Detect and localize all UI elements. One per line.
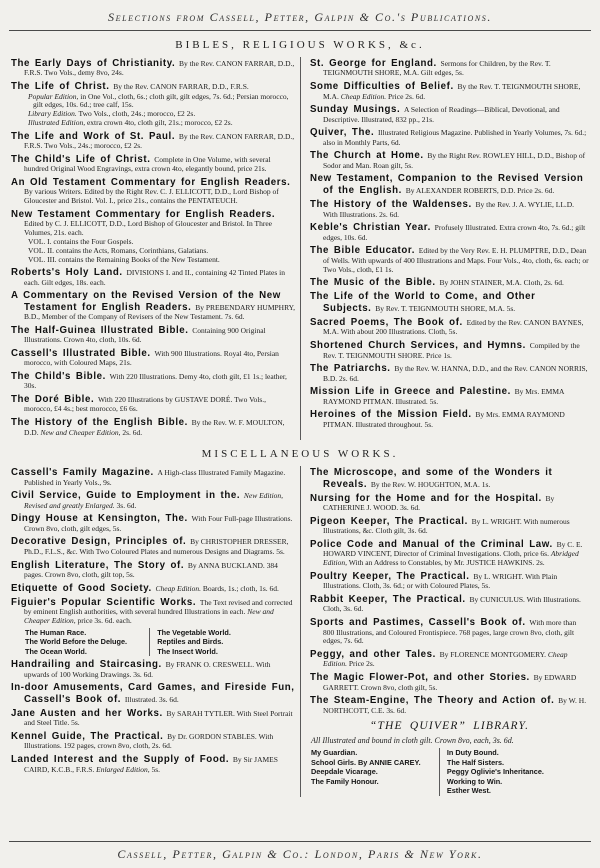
book-title: Etiquette of Good Society.	[11, 582, 152, 594]
book-entry	[11, 58, 295, 78]
book-entry	[11, 597, 295, 657]
book-entry	[310, 386, 589, 406]
book-title: Sports and Pastimes, Cassell's Book of.	[310, 617, 526, 629]
book-title: Shortened Church Services, and Hymns.	[310, 340, 526, 352]
book-title: The Doré Bible.	[11, 394, 95, 406]
section-title-miscellaneous: MISCELLANEOUS WORKS.	[201, 448, 399, 461]
book-details: Edited by C. J. ELLICOTT, D.D., Lord Bishop of Gloucester and Bristol. In Three Volumes, 21s. each.	[24, 219, 273, 238]
book-details: By ALEXANDER ROBERTS, D.D. Price 2s. 6d.	[405, 185, 555, 195]
book-details: By W. H. NORTHCOTT, C.E. 3s. 6d.	[323, 696, 587, 715]
book-title: St. George for England.	[310, 58, 437, 69]
book-details: A Selection of Readings—Biblical, Devotional, and Descriptive. Illustrated, 832 pp., 21s.	[323, 105, 560, 124]
book-details: By Sir JAMES CAIRD, K.C.B., F.R.S. Enlarged Edition, 5s.	[24, 755, 278, 774]
book-entry	[11, 131, 295, 151]
book-entry	[310, 617, 589, 646]
book-title: The Child's Life of Christ.	[11, 153, 151, 165]
list-item: Peggy Oglivie's Inheritance.	[446, 767, 544, 777]
book-details: By Mrs. EMMA RAYMOND PITMAN. Illustrated. 5s.	[323, 387, 565, 406]
book-details: A High-class Illustrated Family Magazine. Published in Yearly Vols., 9s.	[24, 468, 286, 487]
book-title: Pigeon Keeper, The Practical.	[310, 515, 468, 527]
list-item: School Girls. By ANNIE CAREY.	[311, 757, 421, 767]
book-entry	[310, 516, 589, 536]
book-title: English Literature, The Story of.	[11, 559, 185, 571]
book-title: New Testament Commentary for English Readers.	[11, 208, 276, 220]
book-details: By Rev. T. TEIGNMOUTH SHORE, M.A. 5s.	[375, 303, 516, 313]
book-details: By the Rev. W. HANNA, D.D., and the Rev. CANON NORRIS, B.D. 2s. 6d.	[323, 364, 588, 383]
book-title: The Life of the World to Come, and Other Subjects.	[310, 291, 536, 314]
book-details: By Dr. GORDON STABLES. With Illustrations. 192 pages, crown 8vo, cloth, 2s. 6d.	[24, 732, 274, 751]
bibles-left-column	[9, 57, 300, 440]
page-footer: Cassell, Petter, Galpin & Co.: London, Paris & New York.	[117, 847, 483, 861]
list-item: Deepdale Vicarage.	[311, 767, 378, 777]
section-miscellaneous	[9, 440, 591, 797]
book-title: Nursing for the Home and for the Hospital.	[310, 492, 542, 504]
book-title: The Microscope, and some of the Wonders it Reveals.	[310, 467, 553, 490]
book-details: With more than 800 Illustrations, and Coloured Frontispiece. 768 pages, large crown 8vo, cloth, gilt edges, 7s. 6d.	[323, 618, 577, 646]
book-title: New Testament, Companion to the Revised Version of the English.	[310, 173, 584, 196]
book-title: Some Difficulties of Belief.	[310, 81, 454, 93]
miscellaneous-columns	[9, 466, 591, 797]
book-details: By FLORENCE MONTGOMERY. Cheap Edition. Price 2s.	[323, 650, 568, 669]
list-item: The Vegetable World.	[157, 627, 231, 637]
book-title: Mission Life in Greece and Palestine.	[310, 386, 511, 398]
book-title: Peggy, and other Tales.	[310, 649, 436, 661]
book-title: The Church at Home.	[310, 150, 424, 162]
edition-note: Illustrated Edition, extra crown 4to, cloth gilt, 21s.; morocco, £2 2s.	[28, 118, 233, 128]
book-entry	[310, 81, 589, 101]
book-details: By the Rev. CANON FARRAR, D.D., F.R.S.	[113, 82, 249, 92]
book-entry	[11, 659, 295, 679]
book-entry	[11, 394, 295, 414]
book-entry	[11, 682, 295, 705]
book-entry	[310, 467, 589, 490]
miscellaneous-right-column	[300, 466, 591, 797]
footer-block	[9, 841, 591, 862]
book-entry	[310, 104, 589, 124]
edition-note: VOL. II. contains the Acts, Romans, Corinthians, Galatians.	[28, 245, 209, 255]
book-details: By JOHN STAINER, M.A. Cloth, 2s. 6d.	[439, 278, 564, 288]
list-item: Esther West.	[446, 786, 491, 796]
book-entry	[11, 583, 295, 594]
book-entry	[310, 539, 589, 568]
miscellaneous-right-entries	[310, 467, 589, 715]
book-details: Illustrated Religious Magazine. Published in Yearly Volumes, 7s. 6d.; also in Monthly Parts, 6d.	[323, 128, 587, 147]
book-entry	[310, 571, 589, 591]
book-details: By PREBENDARY HUMPHRY, B.D., Member of the Company of Revisers of the New Testament. 7s. 6d.	[24, 302, 296, 322]
book-title: Decorative Design, Principles of.	[11, 536, 187, 548]
book-title: Civil Service, Guide to Employment in the.	[11, 490, 241, 502]
book-entry	[11, 536, 295, 556]
miscellaneous-left-column	[9, 466, 300, 797]
book-details: By CHRISTOPHER DRESSER, Ph.D., F.L.S., &c. With Two Coloured Plates and numerous Designs and Diagrams. 5s.	[24, 537, 289, 556]
book-title: A Commentary on the Revised Version of the New Testament for English Readers.	[11, 290, 281, 313]
book-entry	[11, 513, 295, 533]
pair-list-left	[25, 628, 149, 656]
book-entry	[310, 493, 589, 513]
book-entry	[11, 417, 295, 437]
book-title: Heroines of the Mission Field.	[310, 409, 472, 421]
book-details: By CATHERINE J. WOOD. 3s. 6d.	[323, 493, 555, 513]
book-details: By C. E. HOWARD VINCENT, Director of Criminal Investigations. Cloth, price 6s. Abridged Edition, With an Address to Constables, by Mr. JUSTICE HAWKINS. 2s.	[323, 540, 583, 568]
bibles-columns	[9, 57, 591, 440]
book-title: The Life of Christ.	[11, 81, 110, 93]
book-entry	[11, 490, 295, 510]
list-item: The World Before the Deluge.	[25, 637, 128, 647]
book-entry	[310, 317, 589, 337]
book-details: With Four Full-page Illustrations. Crown 8vo, cloth, gilt edges, 5s.	[24, 514, 293, 533]
book-details: By ANNA BUCKLAND. 384 pages. Crown 8vo, cloth, gilt top, 5s.	[24, 560, 278, 579]
book-details: By L. WRIGHT. With numerous Illustrations, &c. Cloth gilt, 3s. 6d.	[323, 516, 570, 536]
edition-note: VOL. I. contains the Four Gospels.	[28, 236, 134, 246]
pair-list-left	[311, 748, 439, 795]
book-entry	[310, 199, 589, 219]
quiver-library-block	[310, 720, 589, 795]
book-details: With 900 Illustrations. Royal 4to, Persian morocco, with Coloured Maps, 21s.	[24, 348, 279, 368]
pair-list-right	[149, 628, 273, 656]
book-entry	[310, 150, 589, 170]
list-item: Working to Win.	[446, 776, 503, 786]
book-title: The Steam-Engine, The Theory and Action of.	[310, 695, 555, 707]
book-title: Roberts's Holy Land.	[11, 267, 123, 279]
book-details: By the Rev. J. A. WYLIE, LL.D. With Illustrations. 2s. 6d.	[323, 200, 575, 219]
book-details: By CUNICULUS. With Illustrations. Cloth, 3s. 6d.	[323, 595, 581, 614]
book-entry	[310, 409, 589, 429]
book-details: By the Rev. T. TEIGNMOUTH SHORE, M.A. Cheap Edition. Price 2s. 6d.	[323, 82, 581, 101]
book-entry	[310, 277, 589, 288]
book-entry	[11, 731, 295, 751]
book-details: Profusely Illustrated. Extra crown 4to, 7s. 6d.; gilt edges, 10s. 6d.	[323, 223, 586, 242]
book-title: Cassell's Family Magazine.	[11, 467, 154, 479]
book-entry	[11, 290, 295, 322]
book-title: Landed Interest and the Supply of Food.	[11, 754, 230, 766]
book-title: The History of the English Bible.	[11, 417, 188, 429]
book-details: By the Rev. W. F. MOULTON, D.D. New and Cheaper Edition, 2s. 6d.	[24, 418, 285, 437]
book-details: Sermons for Children, by the Rev. T. TEIGNMOUTH SHORE, M.A. Gilt edges, 5s.	[323, 59, 551, 78]
book-details: Cheap Edition. Boards, 1s.; cloth, 1s. 6d.	[155, 583, 279, 593]
section-title-bibles: BIBLES, RELIGIOUS WORKS, &c.	[175, 39, 425, 51]
book-details: With 220 Illustrations by GUSTAVE DORÉ. Two Vols., morocco, £4 4s.; best morocco, £6 6s.	[24, 395, 267, 414]
book-details: Compiled by the Rev. T. TEIGNMOUTH SHORE. Price 1s.	[323, 341, 580, 360]
book-title: Rabbit Keeper, The Practical.	[310, 594, 466, 606]
list-item: My Guardian.	[311, 748, 358, 758]
book-details: By various Writers. Edited by the Right Rev. C. J. ELLICOTT, D.D., Lord Bishop of Gloucester and Bristol. Vol. I., price 21s., contains the PENTATEUCH.	[24, 187, 279, 206]
book-entry	[11, 371, 295, 391]
book-details: The Text revised and corrected by eminent English authorities, with several hundred Illustrations in each. New and Cheaper Edition, price 3s. 6d. each.	[24, 597, 293, 626]
book-entry	[11, 325, 295, 345]
book-entry	[11, 348, 295, 368]
book-title: Kennel Guide, The Practical.	[11, 731, 164, 743]
list-item: The Family Honour.	[311, 776, 379, 786]
book-entry	[11, 708, 295, 728]
book-entry	[310, 340, 589, 360]
book-details: Edited by the Very Rev. E. H. PLUMPTRE, D.D., Dean of Wells. With upwards of 400 Illustrations and Maps. Four Vols., 4to, cloth, 6s. each; or Two Vols., cloth, £1 1s.	[323, 246, 589, 274]
bibles-right-column	[300, 57, 591, 440]
book-details: By the Rev. CANON FARRAR, D.D., F.R.S. Two Vols., demy 8vo, 24s.	[24, 59, 295, 78]
book-entry	[310, 58, 589, 78]
book-details: By the Rev. CANON FARRAR, D.D., F.R.S. Two Vols., 24s.; morocco, £2 2s.	[24, 131, 295, 151]
book-entry	[310, 291, 589, 314]
book-entry	[310, 127, 589, 147]
book-details: By Mrs. EMMA RAYMOND PITMAN. Illustrated throughout. 5s.	[323, 410, 565, 429]
book-entry	[11, 267, 295, 287]
page-header: Selections from Cassell, Petter, Galpin & Co.'s Publications.	[108, 10, 492, 24]
book-entry	[11, 209, 295, 265]
book-details: Illustrated. 3s. 6d.	[124, 694, 179, 704]
book-title: Sacred Poems, The Book of.	[310, 317, 463, 329]
list-item: The Human Race.	[25, 627, 87, 637]
book-title: The Magic Flower-Pot, and other Stories.	[310, 672, 530, 684]
pair-list-right	[439, 748, 567, 795]
section-bibles	[9, 31, 591, 440]
book-entry	[310, 672, 589, 692]
book-title: The Child's Bible.	[11, 370, 106, 382]
book-title: The History of the Waldenses.	[310, 199, 472, 211]
list-item: In Duty Bound.	[446, 748, 499, 758]
book-details: By the Rev. W. HOUGHTON, M.A. 1s.	[370, 479, 491, 489]
book-title: Sunday Musings.	[310, 104, 401, 116]
book-title: Jane Austen and her Works.	[11, 707, 163, 719]
book-title: Quiver, The.	[310, 127, 375, 139]
book-title: The Bible Educator.	[310, 245, 416, 257]
edition-note: VOL. III. contains the Remaining Books of the New Testament.	[28, 254, 220, 264]
book-details: By L. WRIGHT. With Plain Illustrations. Cloth, 3s. 6d.; or with Coloured Plates, 5s.	[323, 571, 558, 591]
book-entry	[11, 560, 295, 580]
book-details: New Edition, Revised and greatly Enlarged. 3s. 6d.	[24, 491, 284, 510]
quiver-library-note: All Illustrated and bound in cloth gilt. Crown 8vo, each, 3s. 6d.	[311, 736, 514, 746]
book-details: Containing 900 Original Illustrations. Crown 4to, cloth, 10s. 6d.	[24, 325, 266, 345]
book-entry	[310, 363, 589, 383]
book-title-pair-list	[24, 628, 295, 656]
book-entry	[11, 177, 295, 206]
quiver-library-list	[310, 748, 589, 795]
book-title: Figuier's Popular Scientific Works.	[11, 596, 197, 608]
book-details: With 220 Illustrations. Demy 4to, cloth gilt, £1 1s.; leather, 30s.	[24, 371, 287, 391]
book-details: By EDWARD GARRETT. Crown 8vo, cloth gilt, 5s.	[323, 673, 577, 692]
book-entry	[310, 695, 589, 715]
book-details: By SARAH TYTLER. With Steel Portrait and Steel Title. 5s.	[24, 708, 293, 728]
book-details: By FRANK O. CRESWELL. With upwards of 100 Working Drawings. 3s. 6d.	[24, 660, 271, 679]
book-title: An Old Testament Commentary for English Readers.	[11, 176, 291, 188]
book-entry	[310, 594, 589, 614]
book-entry	[11, 467, 295, 487]
list-item: Reptiles and Birds.	[157, 637, 224, 647]
book-title: Poultry Keeper, The Practical.	[310, 570, 470, 582]
list-item: The Ocean World.	[25, 646, 87, 656]
book-entry	[11, 154, 295, 174]
book-title: In-door Amusements, Card Games, and Fireside Fun, Cassell's Book of.	[11, 682, 295, 705]
book-entry	[310, 222, 589, 242]
edition-note: Popular Edition, in One Vol., cloth, 6s.; cloth gilt, gilt edges, 7s. 6d.; Persian morocco, gilt edges, 10s. 6d.; tree calf, 15s.	[28, 91, 289, 110]
edition-note: Library Edition. Two Vols., cloth, 24s.; morocco, £2 2s.	[28, 109, 196, 119]
list-item: The Half Sisters.	[446, 757, 505, 767]
book-title: The Half-Guinea Illustrated Bible.	[11, 324, 189, 336]
book-title: Police Code and Manual of the Criminal Law.	[310, 539, 553, 551]
book-title: The Early Days of Christianity.	[11, 58, 176, 69]
book-title-pair-list	[310, 748, 589, 795]
book-entry	[310, 245, 589, 274]
quiver-library-heading: “THE QUIVER” LIBRARY.	[369, 720, 530, 733]
book-title: Dingy House at Kensington, The.	[11, 513, 188, 525]
book-entry	[310, 173, 589, 196]
book-entry	[11, 81, 295, 128]
book-details: Edited by the Rev. CANON BAYNES, M.A. With about 200 Illustrations. Cloth, 5s.	[323, 318, 584, 337]
list-item: The Insect World.	[157, 646, 218, 656]
book-title: Cassell's Illustrated Bible.	[11, 347, 151, 359]
book-entry	[11, 754, 295, 774]
book-details: Complete in One Volume, with several hundred Original Wood Engravings, extra crown 4to, elegantly bound, price 21s.	[24, 154, 271, 174]
book-title: Keble's Christian Year.	[310, 222, 431, 234]
book-title: The Life and Work of St. Paul.	[11, 130, 176, 142]
book-title: Handrailing and Staircasing.	[11, 659, 162, 671]
book-title: The Music of the Bible.	[310, 277, 436, 289]
book-title: The Patriarchs.	[310, 363, 391, 375]
book-entry	[310, 649, 589, 669]
book-details: DIVISIONS I. and II., containing 42 Tinted Plates in each. Gilt edges, 18s. each.	[24, 268, 285, 287]
book-details: By the Right Rev. ROWLEY HILL, D.D., Bishop of Sodor and Man. Roan gilt, 5s.	[323, 151, 586, 170]
